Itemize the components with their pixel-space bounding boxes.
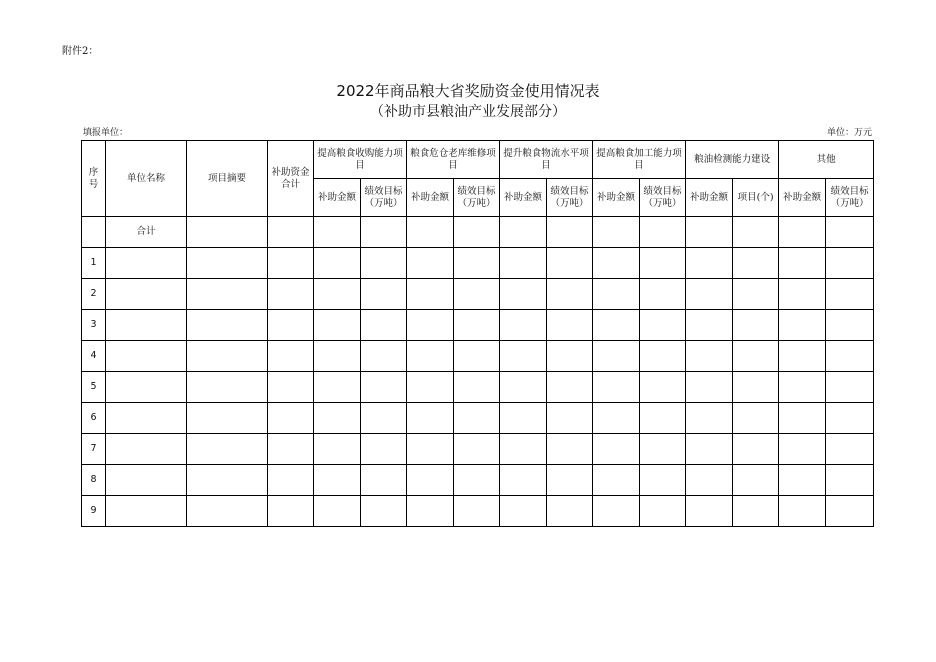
table-cell [547, 496, 593, 527]
table-cell [106, 248, 187, 279]
table-cell [500, 248, 547, 279]
page-title: 2022年商品粮大省奖励资金使用情况表 [336, 82, 600, 100]
header-group-processing: 提高粮食加工能力项目 [593, 141, 686, 179]
table-cell [314, 341, 361, 372]
table-cell [187, 496, 268, 527]
table-cell [733, 465, 779, 496]
table-cell [314, 279, 361, 310]
table-cell [454, 217, 500, 248]
table-cell [314, 496, 361, 527]
table-cell [314, 434, 361, 465]
table-row [82, 341, 874, 372]
table-cell [454, 310, 500, 341]
table-cell [361, 279, 407, 310]
table-cell [187, 465, 268, 496]
table-cell [454, 341, 500, 372]
table-cell [686, 372, 733, 403]
table-cell [187, 372, 268, 403]
table-cell [686, 248, 733, 279]
table-cell [593, 248, 640, 279]
table-cell [407, 403, 454, 434]
table-cell [407, 279, 454, 310]
table-cell [187, 279, 268, 310]
page-subtitle: （补助市县粮油产业发展部分） [370, 104, 566, 120]
table-cell [593, 310, 640, 341]
table-row [82, 310, 874, 341]
header-group-logistics: 提升粮食物流水平项目 [500, 141, 593, 179]
table-cell [779, 403, 826, 434]
header-unit-name: 单位名称 [106, 141, 187, 217]
table-cell [547, 465, 593, 496]
table-row [82, 465, 874, 496]
table-cell [640, 310, 686, 341]
table-cell [454, 248, 500, 279]
table-cell [500, 434, 547, 465]
table-cell [500, 341, 547, 372]
table-cell [361, 403, 407, 434]
header-group-testing: 粮油检测能力建设 [686, 141, 779, 179]
table-cell [733, 248, 779, 279]
table-cell [361, 341, 407, 372]
table-cell [268, 496, 314, 527]
table-cell [826, 248, 874, 279]
table-cell [500, 372, 547, 403]
table-cell [779, 310, 826, 341]
table-cell [454, 372, 500, 403]
money-unit-label: 单位：万元 [826, 128, 872, 138]
table-row [82, 496, 874, 527]
table-cell [826, 434, 874, 465]
table-cell [593, 217, 640, 248]
table-cell [454, 434, 500, 465]
table-cell [187, 310, 268, 341]
table-cell [686, 465, 733, 496]
table-cell [826, 310, 874, 341]
table-row [82, 372, 874, 403]
table-cell [593, 403, 640, 434]
table-cell [593, 465, 640, 496]
table-cell [640, 403, 686, 434]
table-cell [640, 279, 686, 310]
table-cell [106, 310, 187, 341]
table-cell [361, 372, 407, 403]
table-cell [106, 341, 187, 372]
table-cell [593, 341, 640, 372]
table-cell [314, 217, 361, 248]
table-cell [268, 434, 314, 465]
table-cell [547, 279, 593, 310]
table-cell [826, 279, 874, 310]
subheader-target: 绩效目标（万吨） [361, 179, 407, 217]
table-cell [640, 465, 686, 496]
table-cell [407, 496, 454, 527]
subheader-target: 绩效目标（万吨） [454, 179, 500, 217]
table-cell [106, 403, 187, 434]
table-cell [314, 465, 361, 496]
table-cell [106, 434, 187, 465]
table-cell [187, 217, 268, 248]
fill-unit-label: 填报单位： [83, 128, 129, 138]
table-cell [779, 496, 826, 527]
header-group-warehouse-repair: 粮食危仓老库维修项目 [407, 141, 500, 179]
table-cell [547, 372, 593, 403]
table-cell [686, 310, 733, 341]
table-cell [640, 372, 686, 403]
subheader-target: 绩效目标（万吨） [640, 179, 686, 217]
table-cell [686, 341, 733, 372]
subheader-amount: 补助金额 [500, 179, 547, 217]
table-cell [407, 310, 454, 341]
table-cell [268, 310, 314, 341]
table-cell [500, 217, 547, 248]
table-cell [779, 279, 826, 310]
table-cell [268, 217, 314, 248]
table-row [82, 248, 874, 279]
header-project-summary: 项目摘要 [187, 141, 268, 217]
row-number: 3 [82, 310, 106, 341]
table-cell [187, 434, 268, 465]
table-row [82, 403, 874, 434]
table-cell [361, 465, 407, 496]
subsidy-usage-table [81, 140, 874, 527]
table-cell [686, 279, 733, 310]
row-number: 7 [82, 434, 106, 465]
table-cell [268, 248, 314, 279]
row-number: 8 [82, 465, 106, 496]
table-cell [407, 248, 454, 279]
table-cell [593, 372, 640, 403]
total-seq-cell [82, 217, 106, 248]
table-cell [361, 434, 407, 465]
table-cell [640, 496, 686, 527]
subheader-target: 绩效目标（万吨） [826, 179, 874, 217]
table-cell [779, 434, 826, 465]
table-cell [500, 279, 547, 310]
subheader-amount: 补助金额 [407, 179, 454, 217]
table-row [82, 434, 874, 465]
table-cell [106, 372, 187, 403]
table-cell [106, 496, 187, 527]
table-cell [640, 434, 686, 465]
table-cell [733, 372, 779, 403]
subheader-amount: 补助金额 [686, 179, 733, 217]
subheader-amount: 补助金额 [593, 179, 640, 217]
table-cell [779, 465, 826, 496]
table-cell [686, 434, 733, 465]
subheader-amount: 补助金额 [779, 179, 826, 217]
table-cell [106, 279, 187, 310]
table-cell [733, 341, 779, 372]
table-cell [547, 217, 593, 248]
table-cell [361, 217, 407, 248]
row-number: 4 [82, 341, 106, 372]
table-cell [547, 434, 593, 465]
table-cell [407, 372, 454, 403]
table-cell [187, 341, 268, 372]
table-cell [500, 465, 547, 496]
header-row-1 [82, 141, 874, 179]
table-cell [826, 372, 874, 403]
table-cell [547, 403, 593, 434]
table-cell [268, 372, 314, 403]
table-cell [779, 372, 826, 403]
table-cell [547, 248, 593, 279]
total-row [82, 217, 874, 248]
table-cell [826, 496, 874, 527]
row-number: 9 [82, 496, 106, 527]
table-cell [500, 310, 547, 341]
header-subsidy-total: 补助资金合计 [268, 141, 314, 217]
subheader-amount: 补助金额 [314, 179, 361, 217]
header-group-other: 其他 [779, 141, 874, 179]
table-cell [314, 372, 361, 403]
table-row [82, 279, 874, 310]
table-cell [547, 341, 593, 372]
table-cell [361, 310, 407, 341]
table-cell [454, 279, 500, 310]
table-cell [826, 465, 874, 496]
table-cell [361, 248, 407, 279]
table-cell [407, 217, 454, 248]
row-number: 5 [82, 372, 106, 403]
table-cell [686, 403, 733, 434]
table-cell [407, 434, 454, 465]
table-cell [733, 496, 779, 527]
table-cell [547, 310, 593, 341]
table-cell [314, 310, 361, 341]
row-number: 1 [82, 248, 106, 279]
attachment-label: 附件2： [62, 46, 99, 57]
table-cell [733, 434, 779, 465]
table-cell [826, 403, 874, 434]
table-cell [593, 434, 640, 465]
table-cell [826, 217, 874, 248]
table-cell [779, 248, 826, 279]
total-label: 合计 [106, 217, 187, 248]
table-cell [268, 279, 314, 310]
table-cell [593, 279, 640, 310]
subheader-target: 绩效目标（万吨） [547, 179, 593, 217]
subheader-project-count: 项目(个) [733, 179, 779, 217]
table-cell [733, 217, 779, 248]
table-cell [454, 403, 500, 434]
table-cell [187, 403, 268, 434]
table-cell [826, 341, 874, 372]
table-cell [106, 465, 187, 496]
table-cell [454, 496, 500, 527]
table-cell [407, 465, 454, 496]
row-number: 6 [82, 403, 106, 434]
table-cell [733, 279, 779, 310]
table-cell [268, 465, 314, 496]
header-group-purchase-capacity: 提高粮食收购能力项目 [314, 141, 407, 179]
table-cell [314, 248, 361, 279]
table-cell [686, 217, 733, 248]
table-cell [733, 403, 779, 434]
table-cell [733, 310, 779, 341]
table-cell [454, 465, 500, 496]
table-cell [593, 496, 640, 527]
table-cell [500, 496, 547, 527]
table-cell [361, 496, 407, 527]
row-number: 2 [82, 279, 106, 310]
table-cell [407, 341, 454, 372]
table-cell [314, 403, 361, 434]
header-seq: 序号 [82, 141, 106, 217]
table-cell [640, 341, 686, 372]
table-cell [779, 341, 826, 372]
table-cell [268, 341, 314, 372]
table-cell [686, 496, 733, 527]
table-cell [640, 248, 686, 279]
table-cell [779, 217, 826, 248]
table-cell [268, 403, 314, 434]
table-cell [187, 248, 268, 279]
table-cell [640, 217, 686, 248]
table-cell [500, 403, 547, 434]
